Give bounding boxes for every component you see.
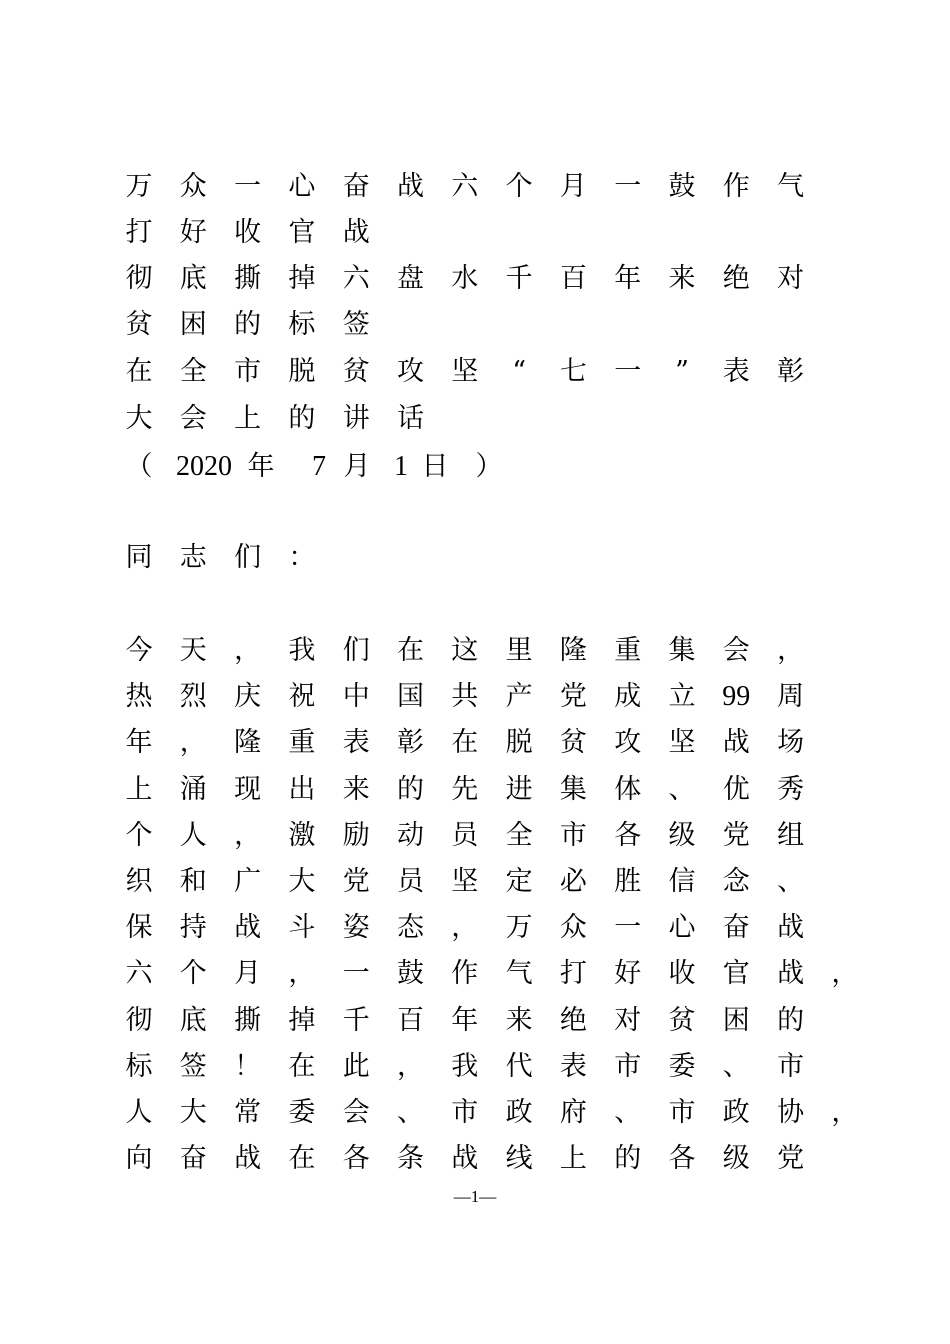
glyph: 困 [179,309,207,340]
glyph: 上 [125,774,153,805]
glyph: 府 [559,1097,587,1128]
glyph: 坚 [451,866,479,897]
glyph: 出 [288,774,316,805]
glyph: 和 [179,866,207,897]
glyph: 战 [234,1143,262,1174]
glyph: 一 [234,171,262,202]
glyph: 战 [234,912,262,943]
glyph: ， [234,820,262,851]
glyph: 会 [342,1097,370,1128]
glyph: 现 [234,774,262,805]
glyph: 上 [559,1143,587,1174]
glyph: 战 [342,217,370,248]
glyph: 志 [179,542,207,573]
glyph: 、 [777,866,805,897]
glyph: 在 [288,1143,316,1174]
glyph: 今 [125,635,153,666]
glyph: 彻 [125,263,153,294]
glyph: 一 [342,958,370,989]
glyph: 共 [451,681,479,712]
glyph: 进 [505,774,533,805]
glyph: 重 [614,635,642,666]
glyph: 保 [125,912,153,943]
glyph: 市 [451,1097,479,1128]
glyph: 体 [614,774,642,805]
glyph: 掉 [288,263,316,294]
glyph: ” [675,356,689,387]
glyph: 的 [614,1143,642,1174]
glyph: 市 [777,1051,805,1082]
glyph: 各 [668,1143,696,1174]
glyph: 庆 [234,681,262,712]
glyph: 信 [668,866,696,897]
glyph: 战 [777,912,805,943]
glyph: 党 [777,1143,805,1174]
glyph: 月 [343,451,371,482]
glyph: 我 [451,1051,479,1082]
glyph: 胜 [614,866,642,897]
glyph: 同 [125,542,153,573]
glyph: 一 [614,356,642,387]
glyph: 会 [179,403,207,434]
glyph: 市 [559,820,587,851]
glyph: ， [234,635,262,666]
glyph: 大 [179,1097,207,1128]
glyph: （ [125,451,153,482]
glyph: 困 [722,1005,750,1036]
glyph: 六 [342,263,370,294]
glyph: 好 [179,217,207,248]
glyph: 产 [505,681,533,712]
glyph: 天 [179,635,207,666]
glyph: 持 [179,912,207,943]
glyph: 们 [342,635,370,666]
glyph: 战 [397,171,424,202]
glyph: 、 [397,1097,424,1128]
glyph: 鼓 [668,171,696,202]
glyph: 贫 [559,727,587,758]
glyph: 个 [505,171,533,202]
glyph: 签 [342,309,370,340]
glyph: 来 [668,263,696,294]
glyph: 人 [125,1097,153,1128]
glyph: 委 [288,1097,316,1128]
glyph: ， [288,958,316,989]
glyph: 众 [179,171,207,202]
glyph: 战 [777,958,805,989]
glyph: 官 [288,217,316,248]
glyph: 的 [777,1005,805,1036]
glyph: 级 [668,820,696,851]
glyph: 在 [288,1051,316,1082]
glyph: 员 [397,866,424,897]
glyph: 坚 [451,356,479,387]
glyph: 心 [668,912,696,943]
glyph: 签 [179,1051,207,1082]
glyph: 撕 [234,263,262,294]
glyph: 表 [559,1051,587,1082]
glyph: 动 [397,820,424,851]
glyph: 好 [614,958,642,989]
glyph: 奋 [342,171,370,202]
glyph: 来 [342,774,370,805]
glyph: ， [831,1097,859,1128]
glyph: 市 [234,356,262,387]
glyph: 党 [342,866,370,897]
glyph: 政 [722,1097,750,1128]
glyph: 千 [342,1005,370,1036]
glyph: 集 [559,774,587,805]
glyph: 此 [342,1051,370,1082]
glyph: ， [397,1051,424,1082]
glyph: ， [777,635,805,666]
glyph: ， [831,958,859,989]
glyph: 广 [234,866,262,897]
glyph: 月 [559,171,587,202]
glyph: ） [475,451,503,482]
glyph: 众 [559,912,587,943]
glyph: 攻 [614,727,642,758]
glyph: 向 [125,1143,153,1174]
glyph: 的 [288,403,316,434]
glyph: 彰 [777,356,805,387]
glyph: 在 [397,635,424,666]
glyph: 千 [505,263,533,294]
glyph: 党 [559,681,587,712]
glyph: 员 [451,820,479,851]
glyph: 99 [722,681,751,712]
glyph: 打 [125,217,153,248]
glyph: 市 [668,1097,696,1128]
glyph: 各 [614,820,642,851]
glyph: 我 [288,635,316,666]
glyph: 场 [777,727,805,758]
glyph: 脱 [505,727,533,758]
glyph: “ [512,356,526,387]
glyph: 收 [668,958,696,989]
glyph: 里 [505,635,533,666]
glyph: 级 [722,1143,750,1174]
glyph: 线 [505,1143,533,1174]
glyph: 一 [614,171,642,202]
glyph: 中 [342,681,370,712]
glyph: 一 [614,912,642,943]
glyph: 作 [451,958,479,989]
glyph: 收 [234,217,262,248]
glyph: 祝 [288,681,316,712]
glyph: 万 [125,171,153,202]
glyph: 党 [722,820,750,851]
glyph: 绝 [722,263,750,294]
glyph: ！ [234,1051,262,1082]
glyph: 贫 [668,1005,696,1036]
glyph: 战 [451,1143,479,1174]
page-number: —1— [453,1187,497,1206]
glyph: 重 [288,727,316,758]
glyph: 、 [614,1097,642,1128]
glyph: 这 [451,635,479,666]
glyph: 隆 [559,635,587,666]
glyph: 讲 [342,403,370,434]
glyph: 各 [342,1143,370,1174]
glyph: 七 [559,356,587,387]
glyph: 必 [559,866,587,897]
glyph: 来 [505,1005,533,1036]
glyph: 上 [234,403,262,434]
glyph: 标 [125,1051,153,1082]
glyph: 水 [451,263,479,294]
glyph: 表 [722,356,750,387]
glyph: 气 [777,171,805,202]
glyph: 标 [288,309,316,340]
glyph: 鼓 [397,958,424,989]
glyph: 年 [125,727,153,758]
glyph: 姿 [342,912,370,943]
glyph: 年 [451,1005,479,1036]
glyph: 大 [288,866,316,897]
glyph: 万 [505,912,533,943]
glyph: 织 [125,866,153,897]
glyph: 集 [668,635,696,666]
glyph: 斗 [288,912,316,943]
glyph: 、 [668,774,696,805]
glyph: 坚 [668,727,696,758]
glyph: 政 [505,1097,533,1128]
glyph: 盘 [397,263,424,294]
glyph: 气 [505,958,533,989]
glyph: ， [451,912,479,943]
glyph: 月 [234,958,262,989]
glyph: 奋 [179,1143,207,1174]
glyph: 协 [777,1097,805,1128]
glyph: 激 [288,820,316,851]
glyph: 对 [777,263,805,294]
glyph: 组 [777,820,805,851]
glyph: 涌 [179,774,207,805]
glyph: 作 [722,171,750,202]
glyph: 话 [397,403,424,434]
glyph: 的 [397,774,424,805]
glyph: 底 [179,263,207,294]
glyph: 个 [125,820,153,851]
glyph: 成 [614,681,642,712]
glyph: 撕 [234,1005,262,1036]
glyph: ： [288,542,316,573]
glyph: 会 [722,635,750,666]
glyph: 们 [234,542,262,573]
glyph: 六 [451,171,479,202]
glyph: 个 [179,958,207,989]
glyph: 奋 [722,912,750,943]
glyph: 百 [397,1005,424,1036]
glyph: 六 [125,958,153,989]
glyph: 年 [614,263,642,294]
glyph: 热 [125,681,153,712]
glyph: 立 [668,681,696,712]
glyph: 全 [505,820,533,851]
glyph: 1 [394,451,408,482]
glyph: 在 [125,356,153,387]
glyph: 大 [125,403,153,434]
glyph: ， [179,727,207,758]
glyph: 励 [342,820,370,851]
glyph: 攻 [397,356,424,387]
glyph: 绝 [559,1005,587,1036]
glyph: 底 [179,1005,207,1036]
glyph: 市 [614,1051,642,1082]
glyph: 彰 [397,727,424,758]
glyph: 7 [312,451,326,482]
glyph: 、 [722,1051,750,1082]
glyph: 贫 [125,309,153,340]
glyph: 国 [397,681,424,712]
glyph: 隆 [234,727,262,758]
glyph: 全 [179,356,207,387]
glyph: 态 [397,912,424,943]
glyph: 先 [451,774,479,805]
glyph: 在 [451,727,479,758]
glyph: 表 [342,727,370,758]
glyph: 百 [559,263,587,294]
glyph: 日 [421,451,449,482]
glyph: 官 [722,958,750,989]
glyph: 秀 [777,774,805,805]
glyph: 优 [722,774,750,805]
glyph: 烈 [179,681,207,712]
glyph: 掉 [288,1005,316,1036]
glyph: 常 [234,1097,262,1128]
glyph: 定 [505,866,533,897]
glyph: 条 [397,1143,424,1174]
glyph: 战 [722,727,750,758]
glyph: 彻 [125,1005,153,1036]
glyph: 打 [559,958,587,989]
glyph: 的 [234,309,262,340]
glyph: 念 [722,866,750,897]
glyph: 代 [505,1051,533,1082]
glyph: 年 [247,451,275,482]
glyph: 委 [668,1051,696,1082]
glyph: 对 [614,1005,642,1036]
glyph: 贫 [342,356,370,387]
glyph: 周 [777,681,805,712]
glyph: 2020 [176,451,232,482]
glyph: 脱 [288,356,316,387]
glyph: 人 [179,820,207,851]
glyph: 心 [288,171,316,202]
